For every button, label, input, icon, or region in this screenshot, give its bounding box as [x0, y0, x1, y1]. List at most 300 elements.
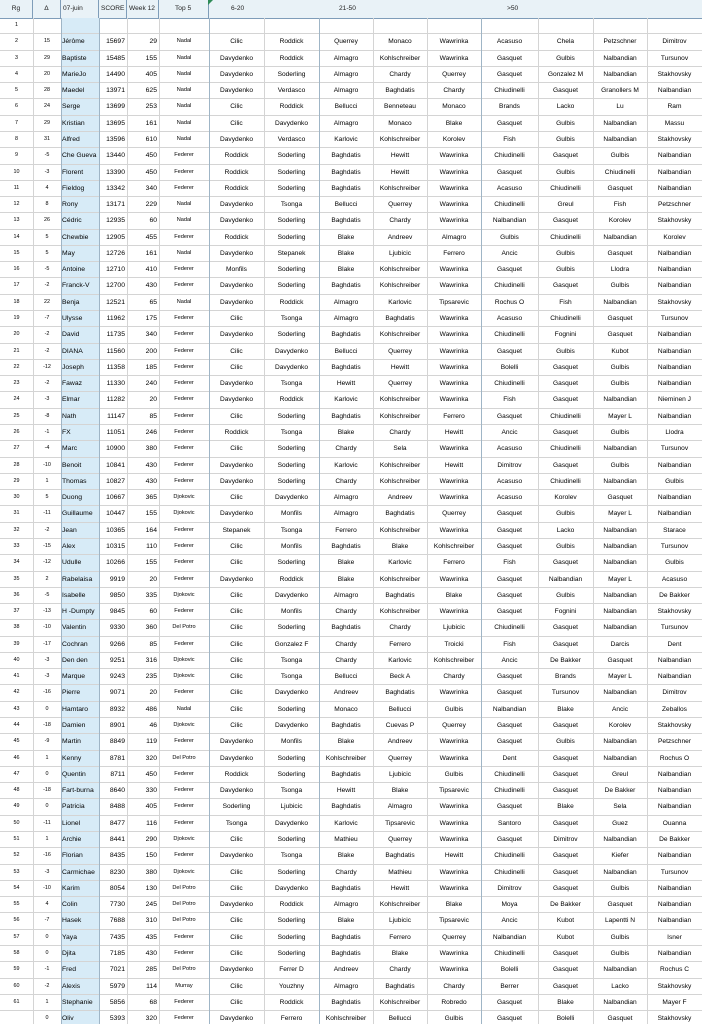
cell-name[interactable]: Alfred: [62, 135, 80, 143]
cell-pick-50-a[interactable]: Acasuso: [496, 315, 523, 323]
cell-name[interactable]: Nath: [62, 412, 77, 420]
cell-pick-21-50-a[interactable]: Chardy: [335, 445, 357, 453]
cell-pick-6-20-b[interactable]: Roddick: [279, 38, 304, 46]
cell-pick-6-20-b[interactable]: Gonzalez F: [274, 640, 309, 648]
cell-name[interactable]: Colin: [62, 901, 78, 909]
cell-pick-50-c[interactable]: Llodra: [610, 266, 630, 274]
cell-name[interactable]: Florian: [62, 852, 83, 860]
cell-pick-21-50-b[interactable]: Tipsarevic: [385, 819, 415, 827]
cell-rank[interactable]: 14: [13, 233, 20, 240]
cell-score[interactable]: 10365: [106, 526, 125, 534]
cell-pick-21-50-a[interactable]: Almagro: [333, 510, 359, 518]
cell-pick-50-c[interactable]: Chiudinelli: [604, 168, 636, 176]
cell-name[interactable]: Joseph: [62, 363, 84, 371]
cell-pick-50-d[interactable]: Nalbandian: [657, 917, 692, 925]
cell-week[interactable]: 155: [145, 559, 157, 567]
cell-pick-21-50-c[interactable]: Wawrinka: [439, 380, 469, 388]
cell-score[interactable]: 12726: [106, 249, 125, 257]
cell-pick-21-50-c[interactable]: Wawrinka: [439, 152, 469, 160]
cell-rank[interactable]: 24: [13, 396, 20, 403]
cell-pick-6-20-b[interactable]: Tsonga: [280, 656, 303, 664]
cell-pick-50-b[interactable]: Gasquet: [553, 461, 578, 469]
cell-pick-21-50-b[interactable]: Monaco: [388, 38, 412, 46]
cell-delta[interactable]: -2: [44, 347, 50, 354]
cell-pick-50-c[interactable]: [593, 18, 647, 33]
cell-pick-21-50-a[interactable]: [319, 18, 373, 33]
cell-pick-50-c[interactable]: Gulbis: [610, 933, 630, 941]
cell-pick-50-d[interactable]: Llodra: [665, 429, 684, 436]
cell-pick-50-a[interactable]: Chiudinelli: [494, 201, 525, 209]
cell-pick-50-d[interactable]: Nieminen J: [658, 396, 691, 404]
cell-name[interactable]: Alexis: [62, 982, 81, 990]
cell-pick-21-50-a[interactable]: Almagro: [333, 901, 359, 909]
cell-pick-50-c[interactable]: Nalbandian: [603, 54, 637, 62]
cell-pick-21-50-c[interactable]: Wawrinka: [439, 966, 469, 974]
cell-pick-21-50-b[interactable]: Kohlschreiber: [379, 266, 421, 274]
cell-pick-50-a[interactable]: Gasquet: [497, 70, 522, 78]
cell-pick-50-b[interactable]: Blake: [557, 998, 574, 1006]
cell-score[interactable]: 10900: [106, 445, 125, 453]
cell-pick-50-d[interactable]: Tursunov: [660, 624, 689, 632]
cell-delta[interactable]: 28: [44, 87, 50, 94]
cell-pick-50-a[interactable]: Chiudinelli: [494, 87, 525, 95]
cell-pick-50-c[interactable]: Granollers M: [601, 87, 639, 95]
cell-name[interactable]: Fawaz: [62, 380, 83, 388]
cell-rank[interactable]: 45: [13, 738, 20, 745]
cell-pick-50-a[interactable]: Ancic: [501, 917, 518, 925]
cell-top5[interactable]: Federer: [174, 184, 194, 191]
cell-pick-6-20-a[interactable]: Davydenko: [220, 396, 253, 404]
cell-pick-6-20-a[interactable]: Roddick: [224, 770, 249, 778]
cell-delta[interactable]: 15: [44, 38, 50, 45]
cell-pick-6-20-b[interactable]: Soderling: [277, 233, 306, 241]
cell-pick-50-c[interactable]: Nalbandian: [603, 738, 637, 746]
cell-week[interactable]: 85: [149, 412, 157, 420]
cell-top5[interactable]: Djokovic: [173, 836, 195, 842]
cell-delta[interactable]: 31: [44, 135, 50, 142]
cell-pick-50-d[interactable]: Nalbandian: [657, 87, 692, 95]
cell-pick-6-20-b[interactable]: Davydenko: [275, 722, 308, 730]
cell-score[interactable]: 10315: [106, 542, 125, 550]
cell-rank[interactable]: 9: [15, 152, 18, 159]
cell-pick-21-50-b[interactable]: Chardy: [389, 70, 411, 78]
cell-pick-50-b[interactable]: Gulbis: [556, 266, 575, 274]
cell-delta[interactable]: -2: [44, 526, 50, 533]
cell-pick-6-20-a[interactable]: Davydenko: [220, 249, 253, 257]
cell-pick-21-50-c[interactable]: Wawrinka: [439, 38, 469, 46]
cell-pick-21-50-a[interactable]: Baghdatis: [331, 884, 361, 892]
cell-pick-6-20-b[interactable]: Tsonga: [280, 315, 303, 323]
cell-pick-6-20-b[interactable]: Roddick: [279, 901, 304, 909]
cell-pick-50-c[interactable]: Gasquet: [607, 331, 633, 339]
cell-pick-50-c[interactable]: Nalbandian: [603, 396, 637, 404]
cell-pick-6-20-a[interactable]: Stepanek: [222, 526, 251, 534]
cell-pick-50-c[interactable]: Nalbandian: [603, 559, 637, 567]
cell-pick-50-d[interactable]: Ram: [667, 103, 682, 111]
cell-top5[interactable]: Federer: [174, 429, 194, 435]
cell-pick-6-20-a[interactable]: Cilic: [230, 119, 243, 127]
cell-score[interactable]: [99, 18, 127, 33]
cell-week[interactable]: 380: [145, 445, 157, 453]
cell-pick-50-d[interactable]: Tursunov: [660, 542, 689, 550]
cell-pick-50-d[interactable]: Stakhovsky: [657, 298, 692, 306]
cell-week[interactable]: 246: [145, 429, 157, 436]
cell-week[interactable]: 625: [145, 87, 157, 95]
cell-pick-50-b[interactable]: Gasquet: [553, 787, 578, 795]
cell-name[interactable]: May: [62, 249, 75, 257]
cell-delta[interactable]: -10: [43, 461, 51, 468]
cell-pick-21-50-b[interactable]: Blake: [391, 787, 409, 795]
cell-pick-6-20-a[interactable]: Davydenko: [220, 135, 253, 143]
cell-pick-50-b[interactable]: Korolev: [554, 494, 577, 502]
cell-pick-21-50-b[interactable]: Karlovic: [388, 298, 412, 306]
cell-pick-6-20-b[interactable]: Soderling: [277, 445, 306, 453]
cell-delta[interactable]: -11: [43, 510, 51, 517]
cell-pick-21-50-b[interactable]: Ljubicic: [389, 770, 411, 778]
cell-pick-21-50-a[interactable]: Hewitt: [336, 380, 356, 388]
cell-pick-21-50-b[interactable]: Kohlschreiber: [379, 54, 421, 62]
cell-score[interactable]: 11962: [106, 315, 125, 323]
cell-pick-21-50-a[interactable]: Monaco: [334, 705, 358, 713]
cell-pick-21-50-b[interactable]: Mathieu: [388, 868, 412, 876]
cell-pick-50-d[interactable]: Nalbandian: [657, 770, 692, 778]
cell-delta[interactable]: -10: [43, 884, 51, 891]
cell-pick-50-c[interactable]: Gasquet: [607, 184, 633, 192]
cell-rank[interactable]: 50: [13, 819, 20, 826]
cell-pick-21-50-a[interactable]: Baghdatis: [331, 542, 361, 550]
cell-pick-21-50-b[interactable]: Querrey: [388, 347, 412, 355]
cell-week[interactable]: 320: [145, 1015, 157, 1023]
cell-week[interactable]: 430: [145, 949, 157, 957]
cell-score[interactable]: 11735: [106, 331, 125, 339]
cell-pick-50-a[interactable]: Ancic: [501, 656, 518, 664]
cell-pick-6-20-a[interactable]: Davydenko: [220, 738, 253, 746]
cell-score[interactable]: 12521: [106, 298, 125, 306]
cell-delta[interactable]: -15: [43, 542, 51, 549]
cell-pick-21-50-b[interactable]: Querrey: [388, 754, 412, 762]
cell-delta[interactable]: -1: [44, 429, 50, 435]
cell-pick-50-d[interactable]: Acasuso: [661, 575, 688, 583]
cell-score[interactable]: 8849: [109, 738, 125, 746]
cell-pick-50-b[interactable]: Bolelli: [556, 1015, 575, 1023]
cell-delta[interactable]: -5: [44, 152, 50, 159]
cell-pick-21-50-b[interactable]: Bellucci: [388, 705, 412, 713]
cell-pick-21-50-c[interactable]: Wawrinka: [439, 315, 469, 323]
cell-pick-50-a[interactable]: Chiudinelli: [494, 852, 525, 860]
cell-pick-50-c[interactable]: Petzschner: [603, 38, 637, 46]
cell-pick-21-50-a[interactable]: Baghdatis: [331, 770, 361, 778]
cell-score[interactable]: 11560: [106, 347, 125, 355]
cell-name[interactable]: Martin: [62, 738, 81, 746]
cell-rank[interactable]: 42: [13, 689, 20, 696]
cell-top5[interactable]: Djokovic: [173, 656, 195, 663]
cell-score[interactable]: 5856: [109, 998, 125, 1006]
cell-pick-50-d[interactable]: Nalbandian: [657, 884, 692, 892]
cell-rank[interactable]: 21: [13, 347, 20, 354]
cell-pick-21-50-a[interactable]: Baghdatis: [331, 803, 361, 811]
cell-delta[interactable]: -18: [43, 787, 51, 794]
cell-pick-21-50-c[interactable]: Wawrinka: [439, 868, 469, 876]
cell-pick-50-b[interactable]: Gulbis: [556, 119, 575, 127]
cell-score[interactable]: 13971: [106, 87, 125, 95]
cell-top5[interactable]: [159, 18, 209, 33]
cell-pick-6-20-b[interactable]: Roddick: [279, 103, 304, 111]
cell-delta[interactable]: -3: [44, 396, 50, 403]
cell-name[interactable]: Chewbie: [62, 233, 89, 241]
cell-rank[interactable]: 15: [13, 249, 20, 256]
cell-pick-21-50-a[interactable]: Blake: [337, 738, 355, 746]
cell-delta[interactable]: -3: [44, 673, 50, 680]
cell-pick-21-50-c[interactable]: Wawrinka: [439, 575, 469, 583]
cell-rank[interactable]: 55: [13, 901, 20, 908]
cell-pick-50-d[interactable]: Stakhovsky: [657, 982, 692, 990]
cell-pick-21-50-b[interactable]: Ljubicic: [389, 249, 411, 257]
cell-rank[interactable]: 57: [13, 933, 20, 940]
cell-rank[interactable]: 17: [13, 282, 20, 289]
cell-pick-50-b[interactable]: Greul: [557, 201, 574, 209]
cell-name[interactable]: Thomas: [62, 477, 87, 485]
cell-pick-6-20-a[interactable]: Davydenko: [220, 282, 253, 290]
cell-rank[interactable]: 38: [13, 624, 20, 631]
cell-pick-6-20-a[interactable]: Cilic: [230, 689, 243, 697]
cell-pick-21-50-a[interactable]: Mathieu: [334, 836, 358, 843]
cell-rank[interactable]: 18: [13, 298, 20, 305]
cell-name[interactable]: Marc: [62, 445, 78, 453]
cell-pick-50-d[interactable]: Tursunov: [660, 868, 689, 876]
cell-week[interactable]: 285: [145, 966, 157, 974]
cell-rank[interactable]: 22: [13, 363, 20, 370]
cell-pick-50-b[interactable]: Gasquet: [553, 754, 578, 762]
cell-score[interactable]: 13342: [106, 184, 125, 192]
cell-pick-21-50-a[interactable]: Bellucci: [334, 201, 358, 209]
cell-pick-50-d[interactable]: Gulbis: [665, 477, 684, 485]
cell-week[interactable]: 245: [145, 901, 157, 909]
cell-score[interactable]: 13390: [106, 168, 125, 176]
cell-pick-50-b[interactable]: Gasquet: [553, 982, 578, 990]
cell-pick-6-20-b[interactable]: Soderling: [277, 282, 306, 290]
cell-pick-6-20-b[interactable]: Roddick: [279, 54, 304, 62]
cell-pick-21-50-a[interactable]: Kohlschreiber: [325, 1015, 367, 1023]
cell-rank[interactable]: 20: [13, 331, 20, 338]
cell-pick-50-a[interactable]: Gasquet: [497, 673, 522, 681]
cell-pick-50-d[interactable]: Korolev: [663, 233, 686, 241]
cell-pick-50-c[interactable]: Gasquet: [607, 1015, 633, 1023]
cell-pick-50-b[interactable]: Gulbis: [556, 738, 575, 746]
cell-name[interactable]: Ulysse: [62, 315, 83, 323]
cell-top5[interactable]: Federer: [174, 819, 194, 826]
cell-pick-6-20-a[interactable]: Davydenko: [220, 787, 253, 795]
cell-pick-50-b[interactable]: Chiudinelli: [550, 477, 581, 485]
cell-pick-21-50-a[interactable]: Baghdatis: [331, 282, 361, 290]
cell-score[interactable]: 10266: [106, 559, 125, 567]
cell-pick-6-20-b[interactable]: Roddick: [279, 396, 304, 404]
cell-pick-6-20-b[interactable]: Roddick: [279, 298, 304, 306]
cell-pick-50-d[interactable]: Stakhovsky: [657, 70, 692, 78]
cell-pick-50-d[interactable]: Nalbandian: [657, 363, 692, 371]
cell-rank[interactable]: 56: [13, 917, 20, 924]
cell-score[interactable]: 8441: [109, 836, 125, 843]
cell-delta[interactable]: 20: [44, 70, 50, 77]
cell-week[interactable]: 20: [149, 396, 157, 404]
header-delta[interactable]: Δ: [33, 0, 61, 18]
cell-pick-50-a[interactable]: Bolelli: [500, 966, 519, 974]
cell-score[interactable]: 12700: [106, 282, 125, 290]
cell-pick-50-d[interactable]: Nalbandian: [657, 331, 692, 339]
cell-week[interactable]: 20: [149, 575, 157, 583]
cell-rank[interactable]: 6: [15, 103, 18, 110]
cell-top5[interactable]: Federer: [174, 412, 194, 419]
cell-pick-50-c[interactable]: Ancic: [611, 705, 629, 713]
cell-pick-50-d[interactable]: Stakhovsky: [657, 135, 692, 143]
cell-pick-21-50-b[interactable]: Bellucci: [388, 1015, 412, 1023]
cell-pick-6-20-b[interactable]: Youzhny: [278, 982, 305, 990]
cell-pick-50-d[interactable]: Nalbandian: [657, 412, 692, 420]
cell-pick-21-50-b[interactable]: Kohlschreiber: [379, 331, 421, 339]
cell-delta[interactable]: 22: [44, 298, 50, 305]
cell-pick-6-20-a[interactable]: Cilic: [230, 608, 243, 616]
cell-score[interactable]: 8711: [110, 770, 125, 778]
cell-pick-6-20-a[interactable]: Tsonga: [225, 819, 248, 827]
cell-pick-6-20-b[interactable]: Soderling: [277, 217, 306, 225]
cell-score[interactable]: 12905: [106, 233, 125, 241]
cell-score[interactable]: 7021: [109, 966, 125, 974]
cell-pick-50-a[interactable]: Nalbandian: [492, 217, 527, 225]
cell-pick-21-50-a[interactable]: Bellucci: [334, 103, 358, 111]
cell-pick-6-20-a[interactable]: Cilic: [230, 836, 243, 843]
cell-pick-21-50-c[interactable]: Kohlschreiber: [433, 656, 475, 664]
cell-pick-21-50-b[interactable]: Baghdatis: [385, 852, 415, 860]
cell-rank[interactable]: 23: [13, 380, 20, 387]
cell-name[interactable]: Jean: [62, 526, 77, 534]
cell-pick-21-50-b[interactable]: Kohlschreiber: [379, 184, 421, 192]
cell-pick-21-50-c[interactable]: Kohlschreiber: [433, 542, 475, 550]
cell-name[interactable]: Stephanie: [62, 998, 93, 1006]
cell-pick-21-50-c[interactable]: Korolev: [442, 135, 466, 143]
cell-pick-6-20-a[interactable]: Cilic: [230, 917, 243, 925]
cell-name[interactable]: Benja: [62, 298, 80, 306]
cell-pick-50-d[interactable]: Stakhovsky: [657, 217, 692, 225]
header-score[interactable]: SCORE: [99, 0, 127, 18]
cell-pick-50-b[interactable]: Gulbis: [556, 591, 575, 599]
cell-rank[interactable]: 35: [13, 575, 20, 582]
cell-pick-50-d[interactable]: Nalbandian: [657, 673, 692, 681]
cell-pick-50-c[interactable]: Guez: [612, 819, 628, 827]
cell-week[interactable]: 450: [145, 770, 157, 778]
cell-pick-50-b[interactable]: Chiudinelli: [550, 445, 581, 453]
cell-top5[interactable]: Federer: [174, 168, 194, 175]
cell-pick-21-50-c[interactable]: Wawrinka: [439, 217, 469, 225]
cell-pick-50-a[interactable]: Moya: [501, 901, 518, 909]
cell-pick-50-d[interactable]: Nalbandian: [657, 803, 692, 811]
cell-week[interactable]: 430: [145, 282, 157, 290]
cell-pick-50-c[interactable]: Nalbandian: [603, 119, 637, 127]
cell-pick-6-20-b[interactable]: Soderling: [277, 868, 306, 876]
cell-delta[interactable]: -8: [44, 412, 50, 419]
header-rank[interactable]: Rg: [0, 0, 33, 18]
cell-pick-21-50-a[interactable]: Andreev: [333, 689, 359, 697]
cell-pick-50-a[interactable]: Bolelli: [500, 363, 519, 371]
cell-week[interactable]: 185: [145, 363, 157, 371]
cell-pick-50-a[interactable]: Fish: [503, 135, 516, 143]
cell-pick-50-c[interactable]: Nalbandian: [603, 836, 637, 843]
cell-pick-6-20-a[interactable]: Davydenko: [220, 380, 253, 388]
cell-pick-50-a[interactable]: Gasquet: [497, 347, 522, 355]
header-week[interactable]: Week 12: [127, 0, 159, 18]
cell-top5[interactable]: Federer: [174, 380, 194, 387]
cell-pick-6-20-a[interactable]: Roddick: [224, 233, 249, 241]
cell-delta[interactable]: 4: [45, 901, 49, 908]
cell-top5[interactable]: Del Potro: [172, 754, 196, 761]
cell-pick-6-20-b[interactable]: Stepanek: [277, 249, 306, 257]
cell-week[interactable]: 60: [149, 217, 157, 225]
cell-rank[interactable]: [0, 1011, 33, 1024]
cell-week[interactable]: 68: [149, 998, 157, 1006]
cell-pick-50-b[interactable]: Gasquet: [553, 770, 578, 778]
cell-score[interactable]: 7435: [109, 933, 125, 941]
cell-delta[interactable]: 0: [45, 949, 49, 956]
cell-week[interactable]: 155: [145, 510, 157, 518]
cell-pick-50-b[interactable]: Tursunov: [551, 689, 580, 697]
cell-name[interactable]: David: [62, 331, 80, 339]
cell-score[interactable]: 8901: [109, 722, 125, 730]
cell-delta[interactable]: 8: [45, 201, 49, 208]
cell-score[interactable]: 7730: [109, 901, 125, 909]
cell-pick-6-20-a[interactable]: Davydenko: [220, 54, 253, 62]
cell-name[interactable]: Rony: [62, 201, 78, 209]
cell-rank[interactable]: 33: [13, 542, 20, 549]
cell-delta[interactable]: 2: [45, 575, 49, 582]
cell-delta[interactable]: -11: [43, 819, 51, 826]
cell-pick-50-a[interactable]: Fish: [503, 396, 516, 404]
cell-pick-21-50-c[interactable]: Wawrinka: [439, 184, 469, 192]
cell-pick-50-d[interactable]: Nalbandian: [657, 347, 692, 355]
cell-pick-21-50-c[interactable]: Ferrero: [443, 559, 465, 567]
cell-pick-21-50-c[interactable]: Wawrinka: [439, 836, 469, 843]
cell-pick-21-50-a[interactable]: Bellucci: [334, 673, 358, 681]
cell-pick-50-b[interactable]: Chiudinelli: [550, 412, 581, 420]
cell-top5[interactable]: Nadal: [176, 705, 192, 712]
cell-name[interactable]: Yaya: [62, 933, 77, 941]
cell-pick-50-a[interactable]: Gasquet: [497, 689, 522, 697]
cell-top5[interactable]: Djokovic: [173, 673, 195, 680]
cell-name[interactable]: Jérôme: [62, 38, 85, 46]
cell-score[interactable]: 8435: [109, 852, 125, 860]
cell-name[interactable]: Fieldog: [62, 184, 85, 192]
cell-pick-50-b[interactable]: Chiudinelli: [550, 233, 581, 241]
cell-pick-6-20-a[interactable]: Davydenko: [220, 477, 253, 485]
cell-pick-50-b[interactable]: Lacko: [556, 103, 575, 111]
cell-top5[interactable]: Federer: [174, 738, 194, 745]
cell-rank[interactable]: 36: [13, 591, 20, 598]
cell-pick-50-d[interactable]: Nalbandian: [657, 380, 692, 388]
cell-top5[interactable]: Nadal: [176, 70, 192, 77]
cell-rank[interactable]: 58: [13, 949, 20, 956]
cell-pick-21-50-a[interactable]: Blake: [337, 917, 355, 925]
cell-delta[interactable]: 1: [45, 998, 49, 1005]
cell-name[interactable]: Oliv: [62, 1015, 74, 1023]
cell-week[interactable]: 114: [146, 982, 157, 990]
cell-delta[interactable]: -2: [44, 982, 50, 989]
cell-pick-21-50-a[interactable]: Baghdatis: [331, 624, 361, 632]
cell-pick-21-50-b[interactable]: Chardy: [389, 217, 411, 225]
cell-pick-6-20-b[interactable]: Davydenko: [275, 884, 308, 892]
cell-pick-50-a[interactable]: Chiudinelli: [494, 152, 525, 160]
cell-pick-50-c[interactable]: Korolev: [608, 217, 632, 225]
cell-score[interactable]: 13171: [106, 201, 125, 209]
cell-score[interactable]: 11358: [106, 363, 125, 371]
cell-pick-50-d[interactable]: Tursunov: [660, 315, 689, 323]
cell-pick-50-b[interactable]: Gasquet: [553, 363, 578, 371]
